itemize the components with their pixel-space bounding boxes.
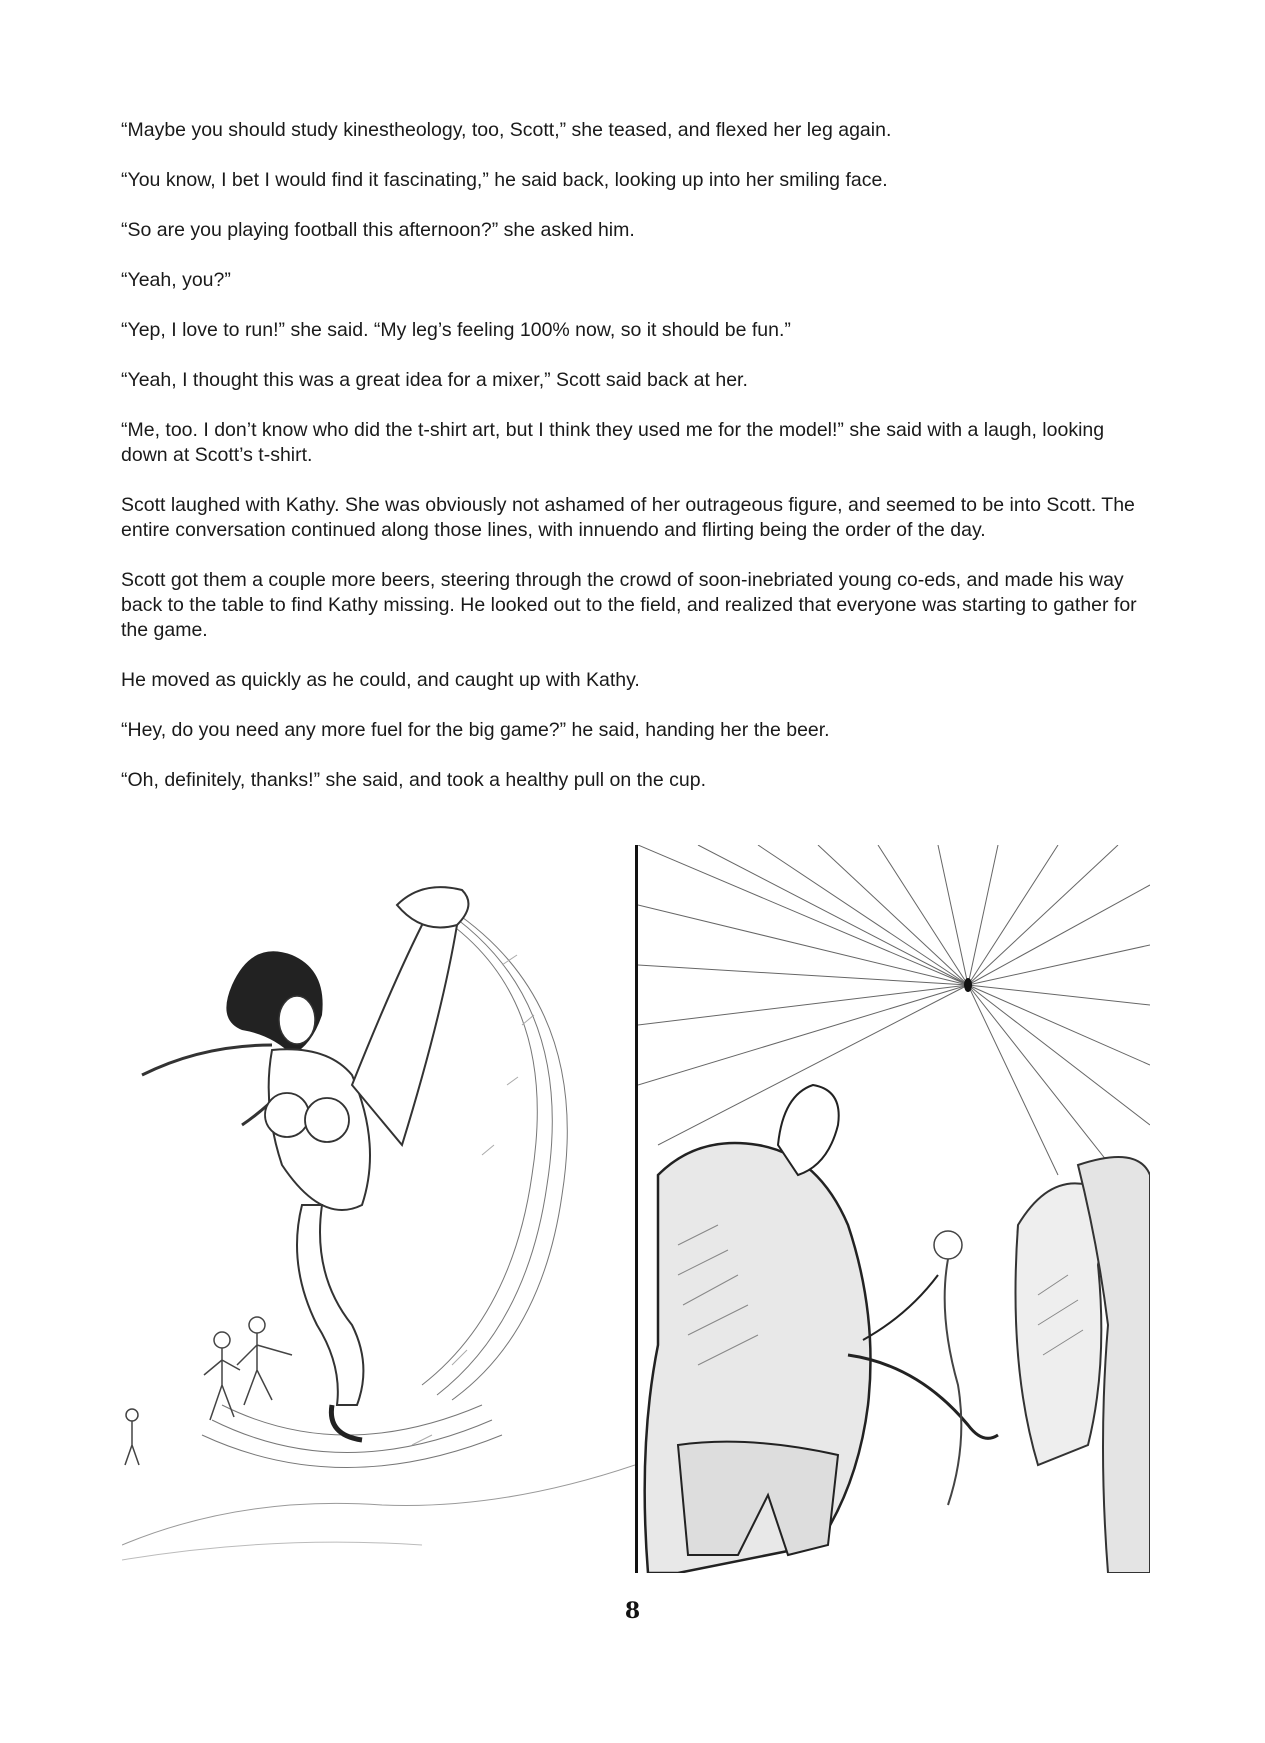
paragraph: “You know, I bet I would find it fascinating,” he said back, looking up into her smiling face. (121, 169, 888, 191)
left-panel-kick-illustration (122, 845, 635, 1573)
paragraph: “Maybe you should study kinestheology, too, Scott,” she teased, and flexed her leg again. (121, 119, 892, 141)
paragraph: “Oh, definitely, thanks!” she said, and took a healthy pull on the cup. (121, 769, 706, 791)
right-panel-players-illustration (638, 845, 1150, 1573)
page-number: 8 (624, 1598, 641, 1624)
paragraph: “Me, too. I don’t know who did the t-shirt art, but I think they used me for the model!” she said with a laugh, looking down at Scott’s t-shirt. (121, 419, 1105, 466)
paragraph: “Yeah, I thought this was a great idea for a mixer,” Scott said back at her. (121, 369, 748, 391)
paragraph: Scott got them a couple more beers, steering through the crowd of soon-inebriated young co-eds, and made his way back to the table to find Kathy missing. He looked out to the field, and realized that everyone was starting to gather for the game. (121, 569, 1137, 641)
paragraph: “So are you playing football this afternoon?” she asked him. (121, 219, 635, 241)
story-text (121, 118, 1151, 818)
paragraph: “Yep, I love to run!” she said. “My leg’s feeling 100% now, so it should be fun.” (121, 319, 791, 341)
paragraph: “Hey, do you need any more fuel for the big game?” he said, handing her the beer. (121, 719, 830, 741)
comic-illustration (122, 845, 1150, 1573)
paragraph: He moved as quickly as he could, and caught up with Kathy. (121, 669, 640, 691)
paragraph: Scott laughed with Kathy. She was obviously not ashamed of her outrageous figure, and seemed to be into Scott. The entire conversation continued along those lines, with innuendo and flirting being the order of the day. (121, 494, 1135, 541)
paragraph: “Yeah, you?” (121, 269, 231, 291)
